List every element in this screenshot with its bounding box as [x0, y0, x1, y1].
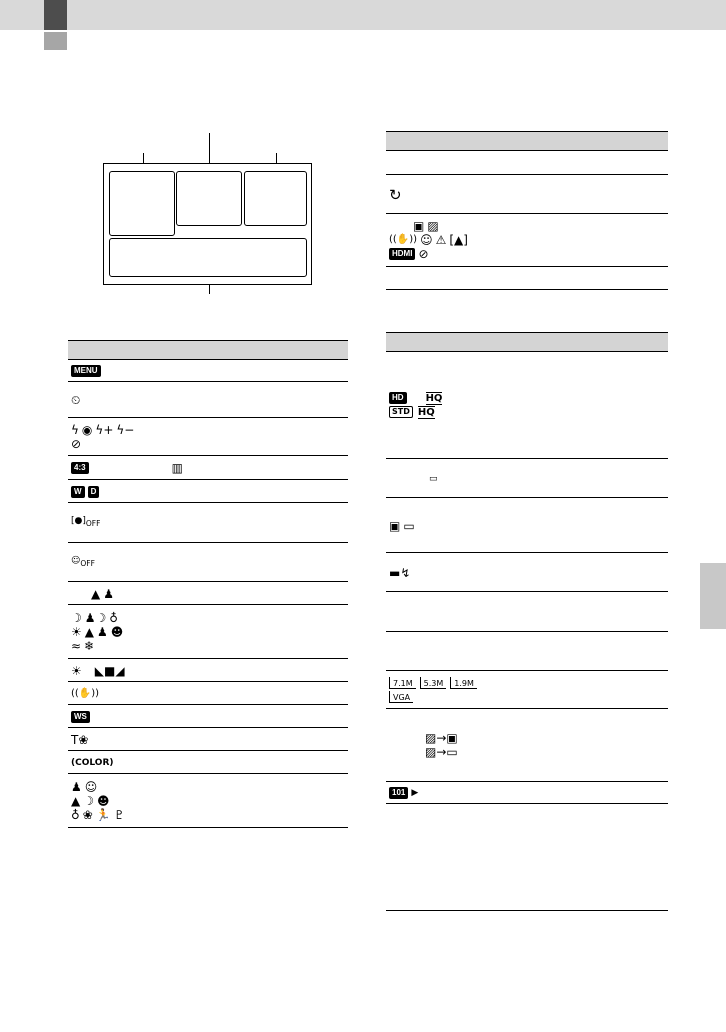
- table-row: [68, 659, 348, 682]
- landscape-scene-icon: ▲: [71, 793, 81, 808]
- night-scene-icon: ☽: [83, 793, 94, 808]
- table-row: [68, 480, 348, 503]
- table-row: [386, 671, 668, 709]
- person-moon-icon: ♟☽: [84, 610, 107, 625]
- table-header: [68, 341, 348, 360]
- table-row: [68, 543, 348, 582]
- sports-icon: 🏃: [95, 807, 111, 822]
- image-size-1-9m-icon: 1.9M: [450, 677, 477, 689]
- mountain-icon: ▲: [91, 586, 101, 601]
- red-eye-icon: ◉: [81, 422, 93, 437]
- smile-shutter-off-icon: $☺_{OFF}$: [71, 555, 95, 568]
- hdmi-icon: HDMI: [389, 248, 415, 260]
- image-size-5-3m-icon: 5.3M: [420, 677, 447, 689]
- table-row: [386, 459, 668, 498]
- image-size-vga-icon: VGA: [389, 691, 413, 703]
- flower-icon: ❀: [82, 807, 93, 822]
- table-row: [68, 728, 348, 751]
- table-row: [386, 175, 668, 214]
- frame-icon: [▲]: [449, 233, 468, 247]
- image-size-7-1m-icon: 7.1M: [389, 677, 416, 689]
- direction-icon: D: [88, 486, 100, 498]
- screen-area-bottom: [109, 238, 307, 277]
- hq-icon: HQ: [425, 392, 443, 404]
- hd-quality-icon: HD: [389, 392, 407, 404]
- table-row: [386, 352, 668, 459]
- header-accent-tab: [44, 0, 67, 30]
- right-indicator-table-2: [386, 332, 668, 911]
- table-row: [386, 592, 668, 632]
- table-row: [68, 456, 348, 480]
- table-row: [68, 682, 348, 705]
- battery-icon: ▭: [429, 473, 438, 484]
- table-row: [68, 774, 348, 828]
- copy-to-internal-icon: ▨→▣: [425, 731, 458, 745]
- table-row: [386, 214, 668, 267]
- flash-off-icon: ⊘: [71, 436, 82, 451]
- wide-icon: W: [71, 486, 85, 498]
- usb-icon: ▬↯: [389, 565, 411, 580]
- screen-area-upper-right: [244, 171, 307, 226]
- white-balance-icon: ◣■◢: [94, 663, 125, 678]
- folder-icon: 101: [389, 787, 408, 799]
- baby-scene-icon: ☻: [97, 793, 110, 808]
- sun-icon: ☀: [71, 663, 82, 678]
- table-row: [68, 360, 348, 382]
- left-indicator-table: [68, 340, 348, 828]
- table-row: [386, 804, 668, 911]
- candle-icon: ♁: [71, 807, 80, 822]
- spotlight-icon: ♇: [113, 807, 125, 822]
- table-row: [386, 151, 668, 175]
- shake-warning-icon: ((✋)): [389, 234, 418, 245]
- portrait-icon: ♟: [97, 624, 108, 639]
- battery-warning-icon: ▣: [413, 219, 425, 233]
- table-row: [386, 553, 668, 592]
- wide-select-icon: WS: [71, 711, 90, 723]
- memory-icon: ▣: [389, 518, 401, 533]
- face-detect-off-icon: $[●]_{OFF}$: [71, 516, 101, 528]
- saturn-icon: ♁: [109, 610, 119, 625]
- menu-icon: MENU: [71, 365, 101, 377]
- table-row: [68, 382, 348, 418]
- table-row: [68, 605, 348, 659]
- screen-area-upper-left: [109, 171, 175, 236]
- hq-icon: HQ: [417, 406, 435, 418]
- section-marker: [44, 32, 67, 50]
- table-row: [386, 782, 668, 804]
- person-icon: ♟: [103, 586, 114, 601]
- table-row: [68, 418, 348, 456]
- flash-auto-icon: ϟ: [71, 422, 79, 437]
- self-timer-icon: ⏲: [71, 393, 81, 407]
- baby-icon: ☻: [110, 624, 124, 639]
- play-arrow-icon: ▶: [411, 788, 419, 798]
- sunburst-icon: ☀: [71, 624, 82, 639]
- tele-macro-icon: T❀: [71, 732, 89, 747]
- screen-area-center: [176, 171, 242, 226]
- flash-plus-icon: ϟ+: [95, 422, 114, 437]
- flash-minus-icon: ϟ−: [116, 422, 135, 437]
- side-thumb-tab: [700, 563, 726, 629]
- table-row: [68, 582, 348, 605]
- repeat-icon: ↻: [389, 185, 402, 204]
- copy-to-card-icon: ▨→▭: [425, 745, 458, 759]
- ghost-icon: ☺: [84, 779, 98, 794]
- table-row: [68, 751, 348, 774]
- beach-icon: ≈: [71, 638, 82, 653]
- table-row: [386, 709, 668, 782]
- lcd-screen-diagram: [103, 163, 312, 285]
- std-quality-icon: STD: [389, 406, 413, 418]
- film-frame-icon: ▥: [171, 461, 183, 475]
- color-icon: (COLOR): [71, 757, 114, 768]
- snow-icon: ❄: [84, 638, 95, 653]
- portrait-scene-icon: ♟: [71, 779, 82, 794]
- landscape-icon: ▲: [84, 624, 94, 639]
- table-row: [386, 632, 668, 671]
- alert-icon: ⚠: [435, 233, 447, 247]
- table-header: [386, 132, 668, 151]
- aspect-ratio-icon: 4:3: [71, 462, 89, 474]
- table-row: [68, 705, 348, 728]
- card-warning-icon: ▨: [427, 219, 439, 233]
- moon-icon: ☽: [71, 610, 82, 625]
- table-row: [68, 503, 348, 543]
- steadyshot-off-icon: ((✋)): [71, 687, 100, 699]
- table-header: [386, 333, 668, 352]
- top-header-bar: [0, 0, 726, 30]
- table-row: [386, 498, 668, 553]
- prohibit-icon: ⊘: [418, 247, 429, 261]
- table-row: [386, 267, 668, 290]
- face-warning-icon: ☺: [420, 233, 433, 247]
- card-icon: ▭: [403, 518, 415, 533]
- right-indicator-table-1: [386, 131, 668, 290]
